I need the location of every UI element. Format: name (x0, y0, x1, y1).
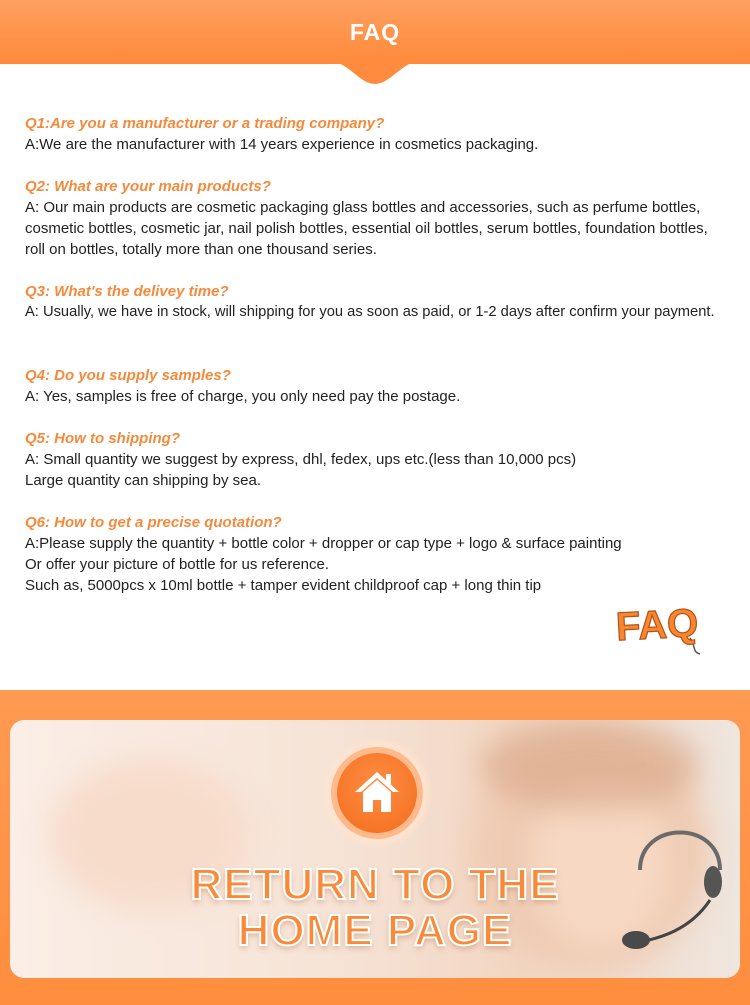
home-icon (351, 766, 403, 818)
faq-answer-line: A: Yes, samples is free of charge, you only need pay the postage. (25, 388, 461, 405)
faq-answer-line: A: Small quantity we suggest by express, dhl, fedex, ups etc.(less than 10,000 pcs) (25, 451, 577, 468)
faq-item (25, 365, 460, 407)
faq-answer-line: A:We are the manufacturer with 14 years experience in cosmetics packaging. (25, 136, 539, 153)
faq-answer (25, 533, 622, 596)
faq-answer-line: A: Our main products are cosmetic packaging glass bottles and accessories, such as perfume bottles, (25, 199, 701, 216)
faq-item (25, 428, 576, 491)
faq-item (25, 281, 715, 323)
faq-answer (25, 134, 538, 155)
faq-logo-text: FAQ (614, 601, 700, 650)
faq-answer (25, 386, 460, 407)
faq-answer (25, 197, 708, 260)
faq-question: Q5: How to shipping? (25, 430, 180, 447)
faq-answer-line: Large quantity can shipping by sea. (25, 472, 261, 489)
return-home-line: HOME PAGE (237, 906, 513, 955)
faq-answer (25, 302, 715, 323)
faq-item (25, 113, 538, 155)
faq-question: Q2: What are your main products? (25, 178, 271, 195)
faq-answer-line: A:Please supply the quantity + bottle color + dropper or cap type + logo & surface painting (25, 535, 622, 552)
faq-answer-line: A: Usually, we have in stock, will shipping for you as soon as paid, or 1-2 days after confirm your payment. (25, 304, 715, 320)
faq-item (25, 176, 708, 260)
faq-item (25, 512, 622, 596)
faq-answer-line: cosmetic bottles, cosmetic jar, nail polish bottles, essential oil bottles, serum bottles, foundation bottles, (25, 220, 708, 237)
faq-answer-line: roll on bottles, totally more than one thousand series. (25, 241, 377, 258)
faq-logo (612, 596, 722, 658)
header-notch (330, 60, 420, 86)
headset-icon (610, 810, 730, 950)
faq-question: Q4: Do you supply samples? (25, 367, 231, 384)
return-home-line: RETURN TO THE (190, 860, 560, 909)
faq-answer (25, 449, 576, 491)
faq-answer-line: Or offer your picture of bottle for us reference. (25, 556, 330, 573)
faq-question: Q1:Are you a manufacturer or a trading company? (25, 115, 385, 132)
faq-answer-line: Such as, 5000pcs x 10ml bottle + tamper evident childproof cap + long thin tip (25, 577, 542, 594)
faq-question: Q3: What's the delivey time? (25, 283, 229, 300)
return-home-link[interactable] (150, 862, 600, 954)
faq-question: Q6: How to get a precise quotation? (25, 514, 282, 531)
page-title: FAQ (349, 19, 401, 45)
banner-photo-blur (480, 720, 700, 810)
